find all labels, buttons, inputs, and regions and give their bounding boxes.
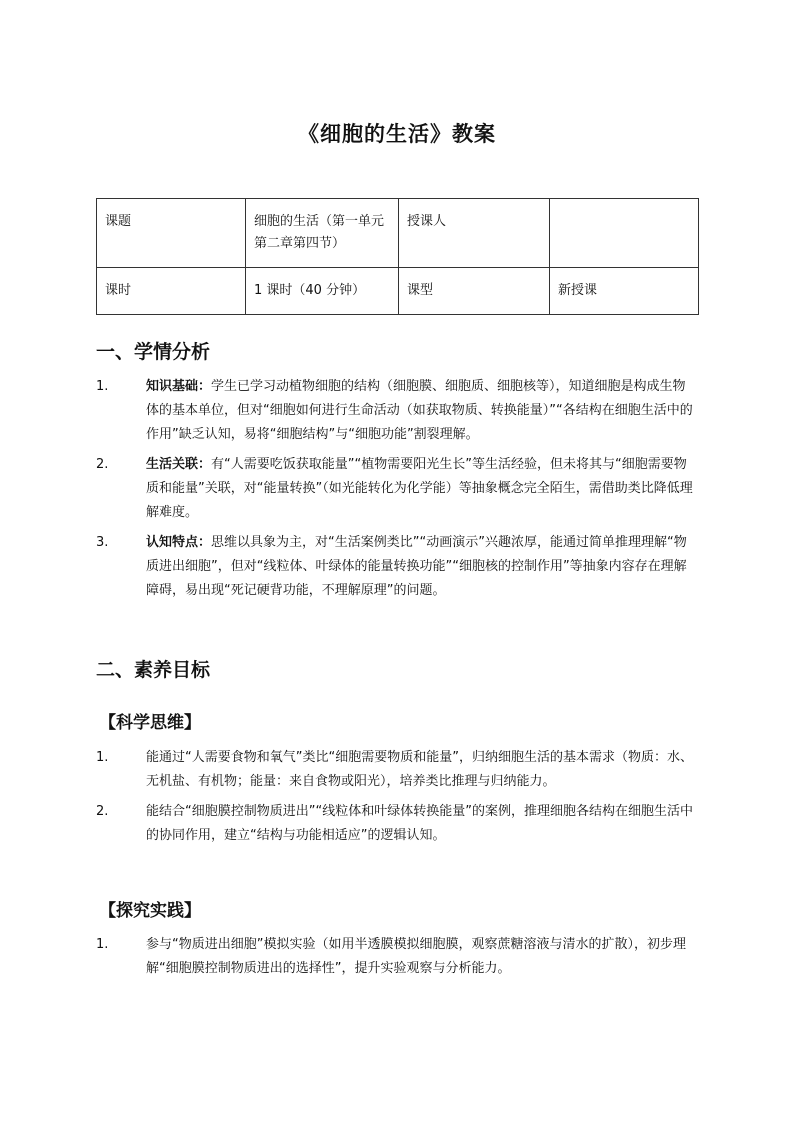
subsection-heading-inquiry-practice: 【探究实践】 [99,901,201,921]
list-number: 1. [96,379,109,394]
list-number: 1. [96,937,109,952]
table-cell-teacher-label: 授课人 [399,199,550,268]
list-number: 1. [96,750,109,765]
list-item [96,933,698,981]
item-text: 学生已学习动植物细胞的结构（细胞膜、细胞质、细胞核等），知道细胞是构成生物体的基本单位，但对“细胞如何进行生命活动（如获取物质、转换能量）”“各结构在细胞生活中的作用”缺乏认知，易将“细胞结构”与“细胞功能”割裂理解。 [146,379,693,442]
table-cell-topic-label: 课题 [97,199,246,268]
table-row [97,268,699,315]
item-label: 知识基础： [146,379,212,394]
table-row [97,199,699,268]
item-label: 认知特点： [146,535,212,550]
list-item [96,800,698,848]
list-item [96,375,698,447]
item-label: 生活关联： [146,457,212,472]
table-cell-teacher-value [550,199,699,268]
list-item [96,531,698,603]
item-text: 参与“物质进出细胞”模拟实验（如用半透膜模拟细胞膜，观察蔗糖溶液与清水的扩散），初步理解“细胞膜控制物质进出的选择性”，提升实验观察与分析能力。 [146,937,686,976]
inquiry-practice-list [96,933,698,981]
list-number: 2. [96,457,109,472]
item-text: 能结合“细胞膜控制物质进出”“线粒体和叶绿体转换能量”的案例，推理细胞各结构在细胞生活中的协同作用，建立“结构与功能相适应”的逻辑认知。 [146,804,693,843]
section-heading-goals: 二、素养目标 [96,659,211,681]
list-number: 3. [96,535,109,550]
section-heading-analysis: 一、学情分析 [96,341,211,363]
table-cell-type-value: 新授课 [550,268,699,315]
item-text: 能通过“人需要食物和氧气”类比“细胞需要物质和能量”，归纳细胞生活的基本需求（物质：水、无机盐、有机物；能量：来自食物或阳光），培养类比推理与归纳能力。 [146,750,693,789]
analysis-list [96,375,698,603]
table-cell-type-label: 课型 [399,268,550,315]
scientific-thinking-list [96,746,698,848]
item-text: 思维以具象为主，对“生活案例类比”“动画演示”兴趣浓厚，能通过简单推理理解“物质进出细胞”，但对“线粒体、叶绿体的能量转换功能”“细胞核的控制作用”等抽象内容存在理解障碍，易出现“死记硬背功能，不理解原理”的问题。 [146,535,687,598]
list-number: 2. [96,804,109,819]
table-cell-topic-value: 细胞的生活（第一单元第二章第四节） [246,199,399,268]
table-cell-period-value: 1 课时（40 分钟） [246,268,399,315]
table-cell-period-label: 课时 [97,268,246,315]
list-item [96,746,698,794]
subsection-heading-scientific-thinking: 【科学思维】 [99,713,201,733]
list-item [96,453,698,525]
document-title: 《细胞的生活》教案 [298,122,496,146]
lesson-info-table [96,198,699,315]
item-text: 有“人需要吃饭获取能量”“植物需要阳光生长”等生活经验，但未将其与“细胞需要物质和能量”关联，对“能量转换”（如光能转化为化学能）等抽象概念完全陌生，需借助类比降低理解难度。 [146,457,693,520]
